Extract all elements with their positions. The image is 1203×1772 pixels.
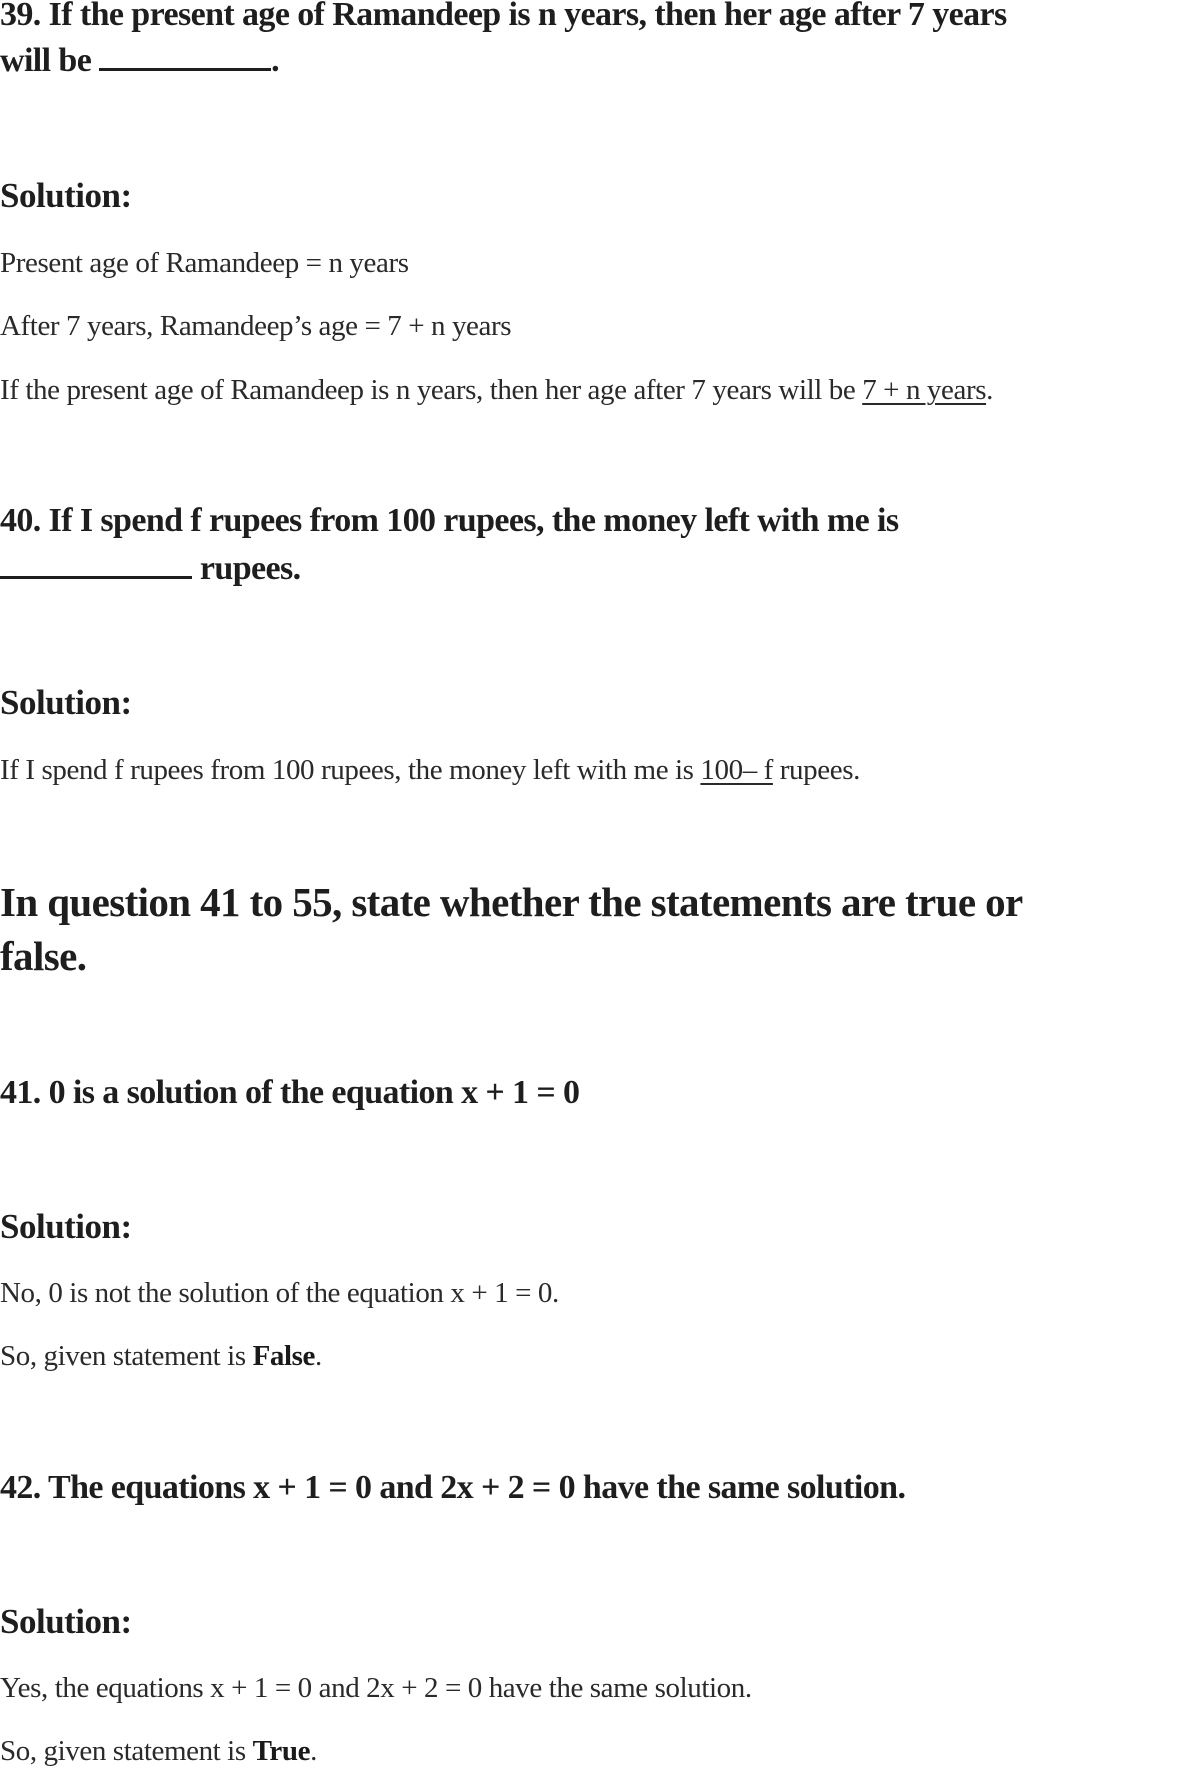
question-text: If the present age of Ramandeep is n years, then her age after 7 years <box>48 0 1007 33</box>
question-number: 42. <box>0 1469 41 1506</box>
solution-conclusion <box>0 372 993 408</box>
question-number: 41. <box>0 1074 41 1111</box>
verdict-text: So, given statement is <box>0 1735 253 1767</box>
solution-heading: Solution: <box>0 176 132 215</box>
question-number: 40. <box>0 502 41 539</box>
punctuation: . <box>271 42 279 79</box>
question-text: If I spend f rupees from 100 rupees, the money left with me is <box>48 502 899 539</box>
conclusion-text: If I spend f rupees from 100 rupees, the money left with me is <box>0 754 701 786</box>
solution-line: After 7 years, Ramandeep’s age = 7 + n years <box>0 310 512 342</box>
verdict-text: So, given statement is <box>0 1340 253 1372</box>
question-39-line-1 <box>0 0 1007 38</box>
question-41 <box>0 1070 579 1116</box>
solution-verdict <box>0 1338 322 1374</box>
solution-conclusion <box>0 752 860 788</box>
solution-heading: Solution: <box>0 1207 132 1246</box>
verdict-value: False <box>252 1340 316 1372</box>
solution-explanation: No, 0 is not the solution of the equation x + 1 = 0. <box>0 1277 559 1309</box>
verdict-value: True <box>252 1735 311 1767</box>
solution-heading: Solution: <box>0 1602 132 1641</box>
question-40-line-1 <box>0 498 898 544</box>
answer: 7 + n years <box>862 374 987 406</box>
solution-heading: Solution: <box>0 683 132 722</box>
answer: 100– f <box>700 754 773 786</box>
question-40-line-2 <box>0 546 301 592</box>
punctuation: . <box>310 1735 317 1767</box>
punctuation: . <box>315 1340 322 1372</box>
solution-verdict <box>0 1733 317 1769</box>
section-heading-line-1: In question 41 to 55, state whether the statements are true or <box>0 879 1023 925</box>
question-42 <box>0 1465 905 1511</box>
question-text: rupees. <box>192 550 301 587</box>
solution-explanation: Yes, the equations x + 1 = 0 and 2x + 2 = 0 have the same solution. <box>0 1672 752 1704</box>
section-heading-line-2: false. <box>0 933 87 979</box>
question-39-line-2 <box>0 38 279 84</box>
fill-in-blank <box>99 38 271 71</box>
question-text: will be <box>0 42 100 79</box>
punctuation: rupees. <box>772 754 860 786</box>
question-text: The equations x + 1 = 0 and 2x + 2 = 0 have the same solution. <box>48 1469 906 1506</box>
solution-line: Present age of Ramandeep = n years <box>0 247 409 279</box>
punctuation: . <box>986 374 993 406</box>
fill-in-blank <box>0 546 192 579</box>
conclusion-text: If the present age of Ramandeep is n years, then her age after 7 years will be <box>0 374 863 406</box>
question-text: 0 is a solution of the equation x + 1 = 0 <box>48 1074 580 1111</box>
question-number: 39. <box>0 0 41 33</box>
